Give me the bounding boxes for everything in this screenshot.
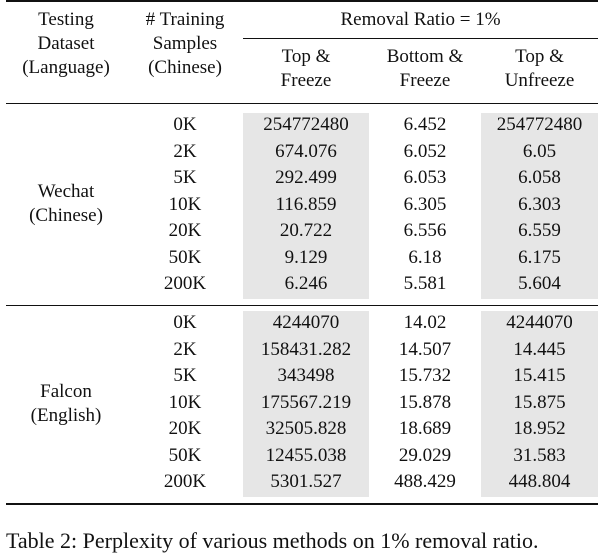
- cell-top-freeze: 12455.038: [265, 444, 347, 466]
- cell-top-unfreeze: 18.952: [513, 418, 566, 439]
- header-samples-line: Samples: [152, 33, 218, 54]
- cell-bottom-freeze: 6.556: [403, 220, 447, 241]
- cell-top-unfreeze: 6.05: [522, 140, 557, 162]
- header-method-line: Freeze: [280, 70, 332, 91]
- section-rule: [6, 305, 598, 306]
- cell-bottom-freeze: 6.305: [403, 193, 447, 215]
- cell-top-unfreeze: 6.303: [518, 193, 561, 215]
- cell-bottom-freeze: 5.581: [403, 273, 447, 294]
- cell-bottom-freeze: 6.053: [403, 167, 447, 188]
- table-caption: Table 2: Perplexity of various methods on 1% removal ratio.: [6, 528, 539, 553]
- cell-top-freeze: 9.129: [284, 246, 328, 268]
- header-top-freeze: [243, 45, 369, 93]
- cell-bottom-freeze: 15.878: [398, 391, 452, 413]
- cell-top-freeze: 674.076: [275, 140, 337, 162]
- dataset-label-falcon: [6, 380, 126, 428]
- cell-top-unfreeze: 14.445: [513, 338, 566, 360]
- cell-top-freeze: 20.722: [279, 220, 333, 241]
- cell-bottom-freeze: 15.732: [398, 365, 452, 386]
- cell-samples: 200K: [163, 471, 207, 492]
- cell-samples: 0K: [173, 114, 197, 135]
- header-samples: [126, 8, 244, 80]
- cell-top-freeze: 254772480: [263, 114, 349, 135]
- cell-top-freeze: 4244070: [272, 312, 340, 333]
- cell-bottom-freeze: 14.02: [403, 312, 447, 333]
- dataset-label-line: (English): [30, 405, 102, 426]
- cell-top-freeze: 343498: [277, 365, 335, 386]
- cell-samples: 10K: [168, 391, 202, 413]
- header-method-line: Top &: [281, 46, 331, 67]
- cell-samples: 5K: [173, 365, 197, 386]
- group-underline: [243, 38, 598, 39]
- cell-top-freeze: 116.859: [275, 193, 337, 215]
- cell-top-freeze: 5301.527: [270, 471, 342, 492]
- header-dataset-line: Testing: [38, 9, 94, 30]
- cell-top-unfreeze: 448.804: [508, 471, 571, 492]
- cell-top-unfreeze: 15.415: [513, 365, 566, 386]
- cell-top-unfreeze: 254772480: [496, 114, 583, 135]
- dataset-label-wechat: [6, 180, 126, 228]
- cell-bottom-freeze: 14.507: [398, 338, 452, 360]
- cell-top-freeze: 158431.282: [260, 338, 352, 360]
- header-removal-ratio: Removal Ratio = 1%: [340, 9, 501, 30]
- top-rule: [6, 0, 598, 2]
- cell-samples: 50K: [168, 246, 202, 268]
- bottom-rule: [6, 503, 598, 505]
- header-dataset-line: (Language): [22, 57, 110, 78]
- cell-top-unfreeze: 5.604: [518, 273, 561, 294]
- cell-top-unfreeze: 6.175: [518, 246, 561, 268]
- cell-top-freeze: 6.246: [284, 273, 328, 294]
- header-method-line: Freeze: [399, 70, 451, 91]
- cell-samples: 2K: [173, 140, 197, 162]
- dataset-label-line: Wechat: [37, 181, 95, 202]
- cell-samples: 20K: [168, 220, 202, 241]
- cell-bottom-freeze: 6.18: [408, 246, 442, 268]
- header-samples-line: (Chinese): [148, 57, 222, 78]
- header-dataset: [6, 8, 126, 80]
- header-rule: [6, 103, 598, 104]
- cell-samples: 200K: [163, 273, 207, 294]
- cell-bottom-freeze: 18.689: [398, 418, 452, 439]
- cell-samples: 50K: [168, 444, 202, 466]
- cell-bottom-freeze: 488.429: [394, 471, 456, 492]
- header-method-line: Unfreeze: [504, 70, 575, 91]
- cell-samples: 0K: [173, 312, 197, 333]
- cell-top-unfreeze: 15.875: [513, 391, 566, 413]
- header-samples-line: # Training: [145, 9, 225, 30]
- cell-top-unfreeze: 4244070: [506, 312, 573, 333]
- dataset-label-line: (Chinese): [29, 205, 103, 226]
- cell-bottom-freeze: 29.029: [398, 444, 452, 466]
- cell-samples: 5K: [173, 167, 197, 188]
- cell-samples: 20K: [168, 418, 202, 439]
- header-method-line: Bottom &: [386, 46, 464, 67]
- cell-top-freeze: 175567.219: [260, 391, 352, 413]
- dataset-label-line: Falcon: [40, 381, 92, 402]
- header-method-line: Top &: [515, 46, 564, 67]
- cell-samples: 2K: [173, 338, 197, 360]
- cell-top-freeze: 292.499: [275, 167, 337, 188]
- cell-bottom-freeze: 6.452: [403, 114, 447, 135]
- header-dataset-line: Dataset: [37, 33, 95, 54]
- header-top-unfreeze: [481, 45, 598, 93]
- cell-top-unfreeze: 6.058: [518, 167, 561, 188]
- cell-top-unfreeze: 6.559: [518, 220, 561, 241]
- cell-top-freeze: 32505.828: [265, 418, 347, 439]
- header-bottom-freeze: [369, 45, 481, 93]
- cell-top-unfreeze: 31.583: [513, 444, 566, 466]
- cell-bottom-freeze: 6.052: [403, 140, 447, 162]
- cell-samples: 10K: [168, 193, 202, 215]
